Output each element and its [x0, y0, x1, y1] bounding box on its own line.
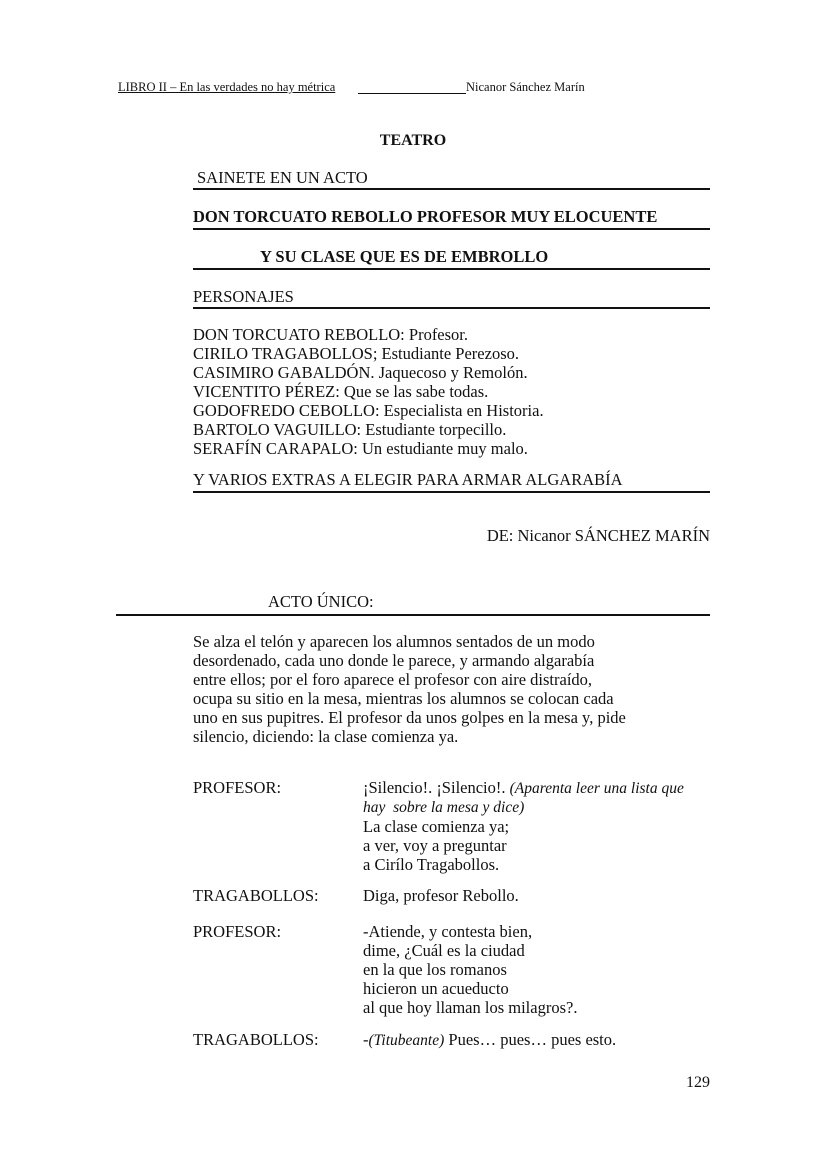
intro-line: uno en sus pupitres. El profesor da unos golpes en la mesa y, pide — [193, 708, 626, 727]
dialogue-line: dime, ¿Cuál es la ciudad — [363, 941, 525, 960]
dialogue-lines — [363, 1030, 713, 1050]
dialogue-line: en la que los romanos — [363, 960, 507, 979]
stage-directions — [193, 632, 710, 746]
dialogue-line: Diga, profesor Rebollo. — [363, 886, 519, 905]
speaker-name: PROFESOR: — [193, 922, 282, 941]
stage-direction: (Aparenta leer una lista que — [509, 780, 684, 797]
stage-direction: hay sobre la mesa y dice) — [363, 799, 525, 816]
character-item: DON TORCUATO REBOLLO: Profesor. — [193, 325, 469, 344]
character-item: SERAFÍN CARAPALO: Un estudiante muy malo. — [193, 439, 528, 458]
act-divider — [116, 614, 710, 616]
divider — [193, 228, 710, 230]
intro-line: silencio, diciendo: la clase comienza ya. — [193, 727, 459, 746]
character-item: GODOFREDO CEBOLLO: Especialista en Historia. — [193, 401, 544, 420]
dialogue-lines — [363, 778, 713, 874]
page-title: TEATRO — [379, 132, 447, 149]
dialogue-line: al que hoy llaman los milagros?. — [363, 998, 578, 1017]
play-title-line-2: Y SU CLASE QUE ES DE EMBROLLO — [260, 247, 549, 266]
dialogue-text: Pues… pues… pues esto. — [444, 1030, 617, 1049]
dialogue-line: La clase comienza ya; — [363, 817, 510, 836]
running-header-right: Nicanor Sánchez Marín — [466, 80, 585, 94]
dialogue-line: a ver, voy a preguntar — [363, 836, 507, 855]
speaker-name: TRAGABOLLOS: — [193, 1030, 319, 1049]
intro-line: Se alza el telón y aparecen los alumnos sentados de un modo — [193, 632, 595, 651]
character-item: CASIMIRO GABALDÓN. Jaquecoso y Remolón. — [193, 363, 528, 382]
intro-line: desordenado, cada uno donde le parece, y armando algarabía — [193, 651, 595, 670]
header-underline-gap — [358, 93, 466, 94]
speaker-name: PROFESOR: — [193, 778, 282, 797]
divider — [193, 188, 710, 190]
dialogue-lines — [363, 922, 713, 1017]
stage-direction: (Titubeante) — [368, 1032, 445, 1049]
character-item: VICENTITO PÉREZ: Que se las sabe todas. — [193, 382, 489, 401]
dialogue-line: hicieron un acueducto — [363, 979, 509, 998]
intro-line: ocupa su sitio en la mesa, mientras los alumnos se colocan cada — [193, 689, 614, 708]
act-heading: ACTO ÚNICO: — [268, 592, 374, 611]
running-header-left: LIBRO II – En las verdades no hay métrica — [118, 80, 336, 94]
page-number: 129 — [686, 1074, 710, 1091]
character-item: CIRILO TRAGABOLLOS; Estudiante Perezoso. — [193, 344, 519, 363]
dialogue-text: - — [363, 1030, 369, 1049]
divider — [193, 268, 710, 270]
intro-line: entre ellos; por el foro aparece el profesor con aire distraído, — [193, 670, 593, 689]
extras-line: Y VARIOS EXTRAS A ELEGIR PARA ARMAR ALGARABÍA — [193, 470, 623, 489]
divider — [193, 307, 710, 309]
dialogue-lines — [363, 886, 713, 905]
personajes-heading: PERSONAJES — [193, 287, 294, 306]
play-title-line-1: DON TORCUATO REBOLLO PROFESOR MUY ELOCUENTE — [193, 207, 658, 226]
divider — [193, 491, 710, 493]
subtitle: SAINETE EN UN ACTO — [197, 168, 368, 187]
dialogue-text: ¡Silencio!. ¡Silencio!. — [363, 778, 510, 797]
character-list — [193, 325, 544, 458]
dialogue-line: -Atiende, y contesta bien, — [363, 922, 533, 941]
speaker-name: TRAGABOLLOS: — [193, 886, 319, 905]
author-credit: DE: Nicanor SÁNCHEZ MARÍN — [486, 526, 710, 545]
dialogue-line: a Cirílo Tragabollos. — [363, 855, 500, 874]
character-item: BARTOLO VAGUILLO: Estudiante torpecillo. — [193, 420, 507, 439]
